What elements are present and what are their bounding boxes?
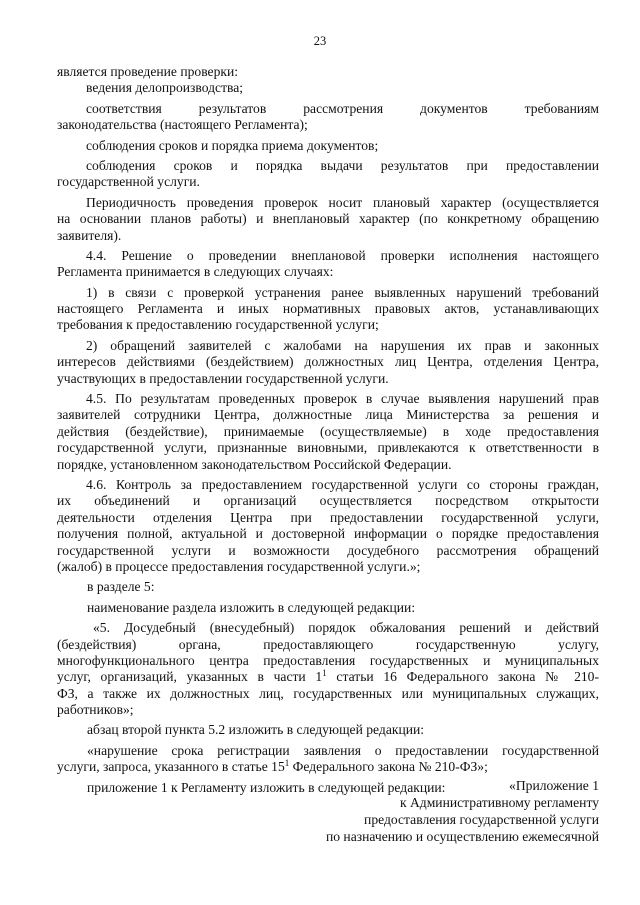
text-line: в разделе 5: (87, 579, 155, 595)
appendix-header-line: предоставления государственной услуги (364, 812, 599, 827)
text-line: (жалоб) в процессе предоставления государственной услуги.»; (57, 558, 421, 574)
text-line: деятельности отделения Центра при предоставлении государственной услуги, (57, 509, 599, 525)
text-line: услуги, запроса, указанного в статье $15^1$ Федерального закона № 210-ФЗ»; (57, 759, 488, 775)
text-line: 1) в связи с проверкой устранения ранее выявленных нарушений требований (86, 284, 599, 300)
text-line: услуг, организаций, указанных в части $1^1$ статьи 16 Федерального закона № 210- (57, 669, 599, 685)
text-line: участвующих в предоставлении государственной услуги. (57, 370, 389, 386)
text-line: на основании планов работы) и внеплановый характер (по конкретному обращению (57, 211, 599, 227)
text-line: Регламента принимается в следующих случаях: (57, 264, 334, 280)
appendix-header-line: по назначению и осуществлению ежемесячной (325, 829, 599, 844)
text-line: «5. Досудебный (внесудебный) порядок обжалования решений и действий (93, 620, 599, 636)
text-line: 4.4. Решение о проведении внеплановой проверки исполнения настоящего (86, 247, 599, 263)
text-line: (бездействия) органа, предоставляющего государственную услугу, (57, 636, 599, 652)
text-line: Периодичность проведения проверок носит плановый характер (осуществляется (86, 194, 599, 210)
appendix-header-line: «Приложение 1 (509, 778, 599, 793)
appendix-header-line: к Административному регламенту (399, 795, 599, 810)
text-line: ФЗ, а также их должностных лиц, государственных или муниципальных служащих, (57, 685, 599, 701)
text-line: соблюдения сроков и порядка выдачи результатов при предоставлении (86, 157, 599, 173)
text-line: многофункционального центра предоставления государственных и муниципальных (57, 652, 599, 668)
text-line: соблюдения сроков и порядка приема документов; (86, 137, 379, 153)
text-line: соответствия результатов рассмотрения документов требованиям (86, 100, 599, 116)
text-line: «нарушение срока регистрации заявления о предоставлении государственной (87, 742, 599, 758)
text-line: действия (бездействие), принимаемые (осуществляемые) в ходе предоставления (57, 423, 599, 439)
page-number: 23 (313, 34, 327, 48)
text-line: наименование раздела изложить в следующей редакции: (87, 599, 416, 615)
text-line: настоящего Регламента и иных нормативных правовых актов, устанавливающих (57, 301, 599, 317)
text-line: государственной услуги, признанные виновными, привлекаются к ответственности в (57, 440, 599, 456)
text-line: заявителей сотрудники Центра, должностные лица Министерства за решения и (57, 407, 599, 423)
text-line: работников»; (57, 702, 134, 718)
text-line: 4.5. По результатам проведенных проверок в случае выявления нарушений прав (86, 391, 599, 407)
text-line: абзац второй пункта 5.2 изложить в следующей редакции: (87, 722, 425, 738)
text-line: получения полной, актуальной и достоверной информации о порядке предоставления (57, 526, 599, 542)
text-line: 4.6. Контроль за предоставлением государственной услуги со стороны граждан, (86, 476, 599, 492)
text-line: законодательства (настоящего Регламента); (57, 117, 308, 133)
text-line: 2) обращений заявителей с жалобами на нарушения их прав и законных (86, 337, 599, 353)
text-line: государственной услуги и возможности досудебного рассмотрения обращений (57, 542, 599, 558)
text-line: является проведение проверки: (57, 64, 239, 79)
text-line: заявителя). (57, 227, 122, 243)
document-body (57, 64, 599, 800)
text-line: государственной услуги. (57, 174, 200, 190)
text-line: интересов действиями (бездействием) должностных лиц Центра, отделения Центра, (57, 354, 599, 370)
text-line: порядке, установленном законодательством Российской Федерации. (57, 456, 452, 472)
text-line: приложение 1 к Регламенту изложить в следующей редакции: (87, 779, 446, 795)
text-line: требования к предоставлению государственной услуги; (57, 317, 379, 333)
text-line: их объединений и организаций осуществляется посредством открытости (57, 493, 599, 509)
text-line: ведения делопроизводства; (86, 80, 244, 96)
